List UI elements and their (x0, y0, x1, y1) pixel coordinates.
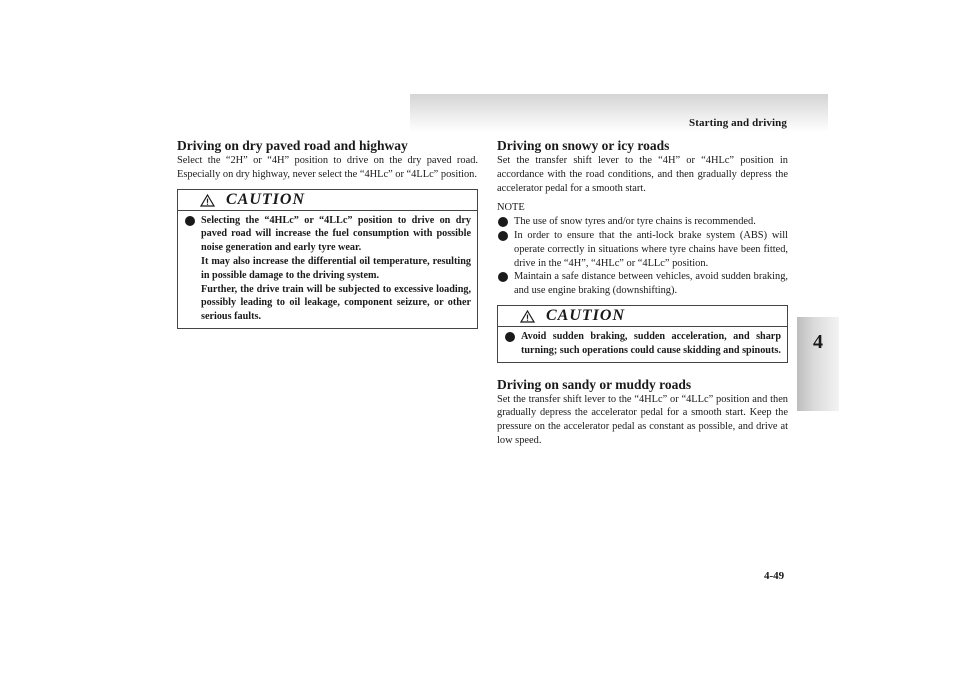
page-number: 4-49 (764, 570, 785, 582)
note-item (497, 270, 788, 298)
bullet-icon (498, 272, 508, 282)
caution-title: CAUTION (226, 190, 306, 208)
note-text-2: In order to ensure that the anti-lock brake system (ABS) will operate correctly in situations where tyre chains have been fitted, drive in the “4H”, “4HLc” or “4LLc” position. (514, 229, 788, 269)
note-text-3: Maintain a safe distance between vehicles, avoid sudden braking, and use engine braking (downshifting). (514, 271, 788, 297)
heading-dry-road: Driving on dry paved road and highway (177, 138, 408, 153)
bullet-icon (498, 217, 508, 227)
caution-body (178, 211, 477, 328)
chapter-number: 4 (813, 331, 823, 353)
note-item (497, 215, 788, 229)
chapter-tab (797, 317, 839, 411)
caution-text (201, 214, 471, 324)
caution-box-dry-road (177, 189, 478, 329)
caution-line-3: Further, the drive train will be subjected to excessive loading, possibly leading to oil leakage, component seizure, or other serious faults. (201, 283, 471, 323)
caution-body (498, 327, 787, 362)
bullet-icon (505, 332, 515, 342)
caution-header (498, 306, 787, 327)
bullet-icon (498, 231, 508, 241)
heading-sandy-road: Driving on sandy or muddy roads (497, 376, 692, 392)
right-column (497, 138, 788, 448)
caution-box-snowy-road (497, 305, 788, 363)
warning-triangle-icon (520, 310, 535, 323)
note-text-1: The use of snow tyres and/or tyre chains is recommended. (514, 216, 756, 228)
caution-text: Avoid sudden braking, sudden acceleration, and sharp turning; such operations could cause skidding and spinouts. (521, 330, 781, 356)
note-item (497, 229, 788, 270)
caution-header (178, 190, 477, 211)
caution-item (504, 330, 781, 358)
body-sandy-road: Set the transfer shift lever to the “4HLc” or “4LLc” position and then gradually depress the accelerator pedal for a smooth start. Keep the pressure on the accelerator pedal as constant as possible, and drive at low speed. (497, 393, 788, 446)
body-snowy-road: Set the transfer shift lever to the “4H” or “4HLc” position in accordance with the road conditions, and then gradually depress the accelerator pedal for a smooth start. (497, 155, 788, 194)
caution-item (184, 214, 471, 324)
caution-line-1: Selecting the “4HLc” or “4LLc” position to drive on dry paved road will increase the fuel consumption with possible noise generation and early tyre wear. (201, 214, 471, 254)
caution-title: CAUTION (546, 306, 626, 324)
left-column (177, 138, 478, 329)
heading-snowy-road: Driving on snowy or icy roads (497, 138, 670, 153)
caution-line-2: It may also increase the differential oil temperature, resulting in possible damage to the driving system. (201, 255, 471, 281)
bullet-icon (185, 216, 195, 226)
warning-triangle-icon (200, 194, 215, 207)
body-dry-road: Select the “2H” or “4H” position to drive on the dry paved road. Especially on dry highway, never select the “4HLc” or “4LLc” position. (177, 155, 478, 180)
note-label: NOTE (497, 202, 525, 214)
section-title: Starting and driving (689, 117, 787, 129)
